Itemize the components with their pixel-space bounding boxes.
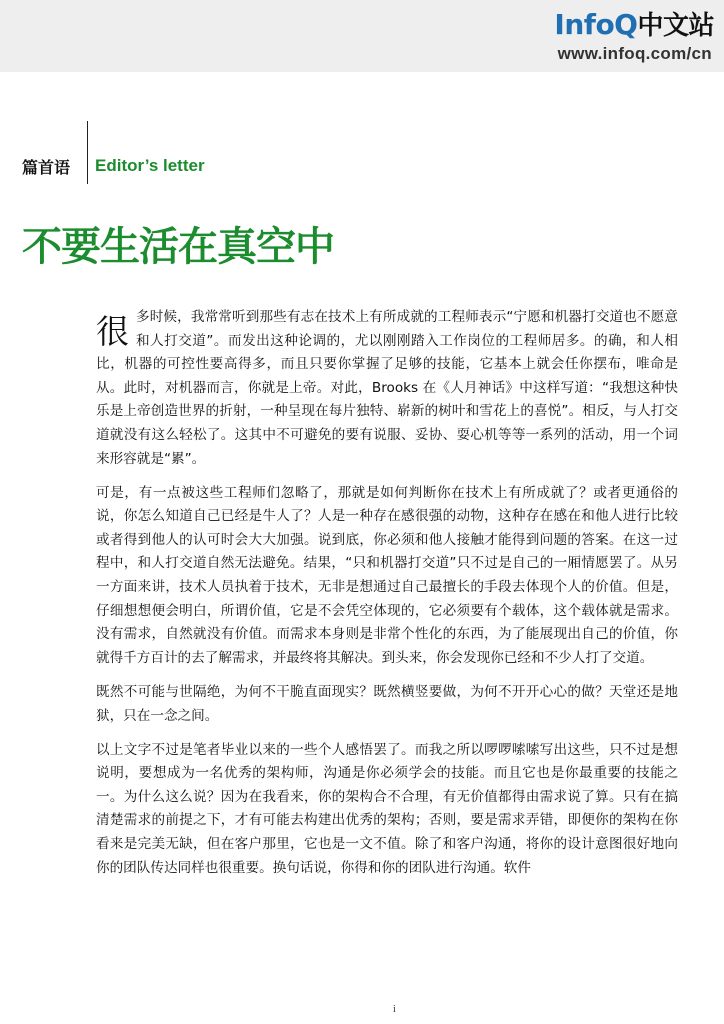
paragraph-text: 多时候，我常常听到那些有志在技术上有所成就的工程师表示“宁愿和机器打交道也不愿意和人打交道”。而发出这种论调的，尤以刚刚踏入工作岗位的工程师居多。的确，和人相比，机器的可控性要高得多，而且只要你掌握了足够的技能，它基本上就会任你摆布，唯命是从。此时，对机器而言，你就是上帝。对此，Brooks 在《人月神话》中这样写道：“我想这种快乐是上帝创造世界的折射，一种呈现在每片独特、崭新的树叶和雪花上的喜悦”。相反，与人打交道就没有这么轻松了。这其中不可避免的要有说服、妥协、耍心机等等一系列的活动，用一个词来形容就是“累”。 bbox=[96, 309, 678, 467]
infoq-logo[interactable] bbox=[524, 8, 714, 66]
logo-infoq-text: InfoQ bbox=[554, 8, 638, 41]
section-divider bbox=[87, 121, 88, 184]
paragraph bbox=[96, 306, 678, 471]
paragraph: 以上文字不过是笔者毕业以来的一些个人感悟罢了。而我之所以啰啰嗦嗦写出这些，只不过是想说明，要想成为一名优秀的架构师，沟通是你必须学会的技能。而且它也是你最重要的技能之一。为什么这么说？因为在我看来，你的架构合不合理，有无价值都得由需求说了算。只有在搞清楚需求的前提之下，才有可能去构建出优秀的架构；否则，要是需求弄错，即便你的架构在你看来是完美无缺，但在客户那里，它也是一文不值。除了和客户沟通，将你的设计意图很好地向你的团队传达同样也很重要。换句话说，你得和你的团队进行沟通。软件 bbox=[96, 741, 678, 876]
section-label-cn: 篇首语 bbox=[22, 158, 71, 177]
logo-url[interactable]: www.infoq.com/cn bbox=[557, 44, 712, 63]
header-band bbox=[0, 0, 724, 72]
logo-wordmark bbox=[554, 8, 714, 43]
page-number: i bbox=[393, 1004, 396, 1015]
logo-cn-text: 中文站 bbox=[637, 11, 714, 41]
section-label-en: Editor’s letter bbox=[95, 156, 205, 175]
drop-cap: 很 bbox=[96, 312, 129, 351]
article-title: 不要生活在真空中 bbox=[22, 224, 334, 270]
paragraph: 既然不可能与世隔绝，为何不干脆直面现实？既然横竖要做，为何不开开心心的做？天堂还是地狱，只在一念之间。 bbox=[96, 683, 678, 724]
article-body bbox=[96, 306, 678, 891]
paragraph: 可是，有一点被这些工程师们忽略了，那就是如何判断你在技术上有所成就了？或者更通俗的说，你怎么知道自己已经是牛人了？人是一种存在感很强的动物，这种存在感在和他人进行比较或者得到他人的认可时会大大加强。说到底，你必须和他人接触才能得到问题的答案。在这一过程中，和人打交道自然无法避免。结果，“只和机器打交道”只不过是自己的一厢情愿罢了。从另一方面来讲，技术人员执着于技术，无非是想通过自己最擅长的手段去体现个人的价值。但是，仔细想想便会明白，所谓价值，它是不会凭空体现的，它必须要有个载体，这个载体就是需求。没有需求，自然就没有价值。而需求本身则是非常个性化的东西，为了能展现出自己的价值，你就得千方百计的去了解需求，并最终将其解决。到头来，你会发现你已经和不少人打了交道。 bbox=[96, 484, 678, 666]
